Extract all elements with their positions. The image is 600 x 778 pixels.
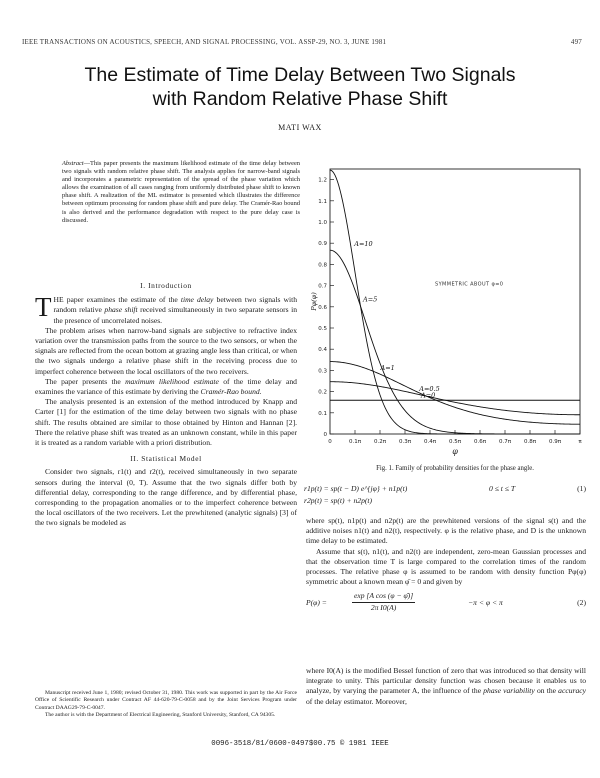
x-tick-label: 0.2π: [373, 439, 387, 445]
y-tick-label: 1.0: [318, 220, 327, 226]
right-column-continued: [306, 666, 586, 707]
right-em-phase-variability: phase variability: [483, 686, 535, 696]
eq1-line-2: r2p(t) = sp(t) + n2p(t): [304, 496, 373, 505]
section-1-title: I. Introduction: [140, 281, 192, 290]
y-tick-label: 0.8: [318, 262, 327, 269]
footnote-manuscript: Manuscript received June 1, 1980; revised October 31, 1980. This work was supported in part by the Air Force Office of Scientific Research under Contract AF 44-620-79-C-0058 and by the Joint Services Program under Contract DAAG29-79-C-0047.: [35, 690, 297, 711]
y-tick-label: 0: [323, 432, 327, 438]
x-tick-label: 0.8π: [523, 439, 537, 445]
intro-p2: The problem arises when narrow-band signals are subjective to refractive index variation over the transmission paths from the source to the two sensors, or when the signals are reflected from the ocean bottom at grazing angle less than critical, or when the two signals undergo a relative phase shift in the receiving process due to imperfect coherence between the local oscillators of the two receivers.: [35, 325, 297, 376]
x-tick-label: 0.9π: [548, 439, 562, 445]
intro-p1-b: between two signals with random relative: [53, 295, 298, 315]
abstract-text: This paper presents the maximum likelihood estimate of the time delay between two signals with random relative phase shift. The analysis applies for narrow-band signals and incorporates a parametric representation of the spread of the phase variation which allows the examination of all cases ranging from uniformly distributed phase shift to known phase shift. A realization of the ML estimator is presented which illustrates the difference between optimum processing for random phase shift and pure delay. The Cramér-Rao bound is also derived and the performance degradation with respect to the pure delay case is discussed.: [62, 160, 300, 224]
eq2-numerator: exp [A cos (φ − φ̄)]: [352, 591, 415, 602]
symmetric-annotation: SYMMETRIC ABOUT φ=0: [435, 281, 504, 288]
equation-2: [306, 591, 586, 615]
right-p2: Assume that s(t), n1(t), and n2(t) are independent, zero-mean Gaussian processes and that the observation time T is large compared to the correlation times of the random processes. The relative phase φ is assumed to be random with density function Pφ(φ) symmetric about a known mean φ̄ = 0 and given by: [306, 546, 586, 587]
equation-1: [304, 484, 586, 508]
intro-p1-a: HE paper examines the estimate of the: [53, 295, 178, 305]
x-tick-label: 0.6π: [473, 439, 487, 445]
intro-p3-b: of the time delay and examines the variance of this estimate by deriving the: [35, 376, 297, 397]
intro-em-mle: maximum likelihood estimate: [125, 376, 219, 386]
series-label: A=5: [363, 295, 378, 304]
series-line-A-1: [330, 362, 580, 425]
intro-p1-c: received simultaneously in two separate sensors in the presence of uncorrelated noises.: [53, 305, 297, 325]
title-line-1: The Estimate of Time Delay Between Two Signals: [84, 64, 516, 86]
x-tick-label: 0.3π: [398, 439, 412, 445]
abstract-label: Abstract: [62, 160, 84, 167]
left-column-body: [35, 281, 297, 529]
title-line-2: with Random Relative Phase Shift: [152, 88, 448, 110]
series-line-A-5: [330, 250, 580, 434]
abstract: Abstract—This paper presents the maximum likelihood estimate of the time delay between two signals with random relative phase shift. The analysis applies for narrow-band signals and incorporates a parametric representation of the spread of the phase variation which allows the examination of all cases ranging from uniformly distributed phase shift to known phase shift. A realization of the ML estimator is presented which illustrates the difference between optimum processing for random phase shift and pure delay. The Cramér-Rao bound is also derived and the performance degradation with respect to the pure delay case is discussed.: [62, 160, 300, 224]
series-label: A=0: [421, 391, 436, 400]
eq2-fraction: [352, 591, 415, 612]
y-tick-label: 0.2: [318, 389, 327, 396]
paper-title: [20, 63, 580, 111]
y-axis-label: Pφ(φ): [310, 292, 318, 311]
eq2-lhs: P(φ) =: [306, 598, 327, 608]
eq1-number: (1): [577, 484, 586, 493]
intro-em-time-delay: time delay: [180, 295, 214, 305]
y-tick-label: 0.4: [318, 347, 327, 354]
y-tick-label: 1.2: [318, 177, 327, 184]
figure-caption: Fig. 1. Family of probability densities for the phase angle.: [376, 465, 534, 472]
intro-p4: The analysis presented is an extension of the method introduced by Knapp and Carter [1] for the estimation of the time delay between two signals with no phase shift. The results obtained are similar to those obtained by Hinton and Hannan [2]. There the relative phase shift was treated as an unknown constant, while in this paper it is treated as a random variable with a priori distribution.: [35, 397, 297, 448]
intro-em-phase-shift: phase shift: [104, 305, 138, 315]
running-header: [22, 38, 582, 46]
eq1-line-1: r1p(t) = sp(t − D) e^{jφ} + n1p(t): [304, 484, 408, 493]
page-number: 497: [570, 38, 582, 46]
right-column-body: [306, 516, 586, 619]
section-2-title: II. Statistical Model: [130, 454, 202, 464]
x-tick-label: 0.1π: [348, 439, 362, 445]
right-em-accuracy: accuracy: [558, 686, 586, 696]
footnote: [35, 690, 297, 720]
author-name: MATI WAX: [278, 123, 322, 132]
eq1-condition: 0 ≤ t ≤ T: [489, 484, 516, 493]
y-tick-label: 0.6: [318, 304, 327, 311]
right-p3-a: where I0(A) is the modified Bessel function of zero that was introduced so that density will integrate to unity. This particular density function was chosen because it enables us to analyze, by varying the parameter A, the influence of the: [306, 666, 586, 696]
journal-name: IEEE TRANSACTIONS ON ACOUSTICS, SPEECH, AND SIGNAL PROCESSING, VOL. ASSP-29, NO. 3, JUNE 1981: [22, 38, 387, 46]
right-p3-c: of the delay estimator. Moreover,: [306, 696, 407, 706]
x-tick-label: 0.4π: [423, 439, 437, 445]
y-tick-label: 0.1: [318, 410, 327, 417]
copyright-footer: 0096-3518/81/0600-0497$00.75 © 1981 IEEE: [211, 740, 389, 748]
series-label: A=0.5: [419, 384, 440, 393]
intro-em-cramer-rao: Cramér-Rao bound.: [200, 387, 262, 397]
phase-density-chart: [308, 155, 593, 460]
x-tick-label: 0: [328, 439, 332, 445]
y-tick-label: 1.1: [318, 198, 327, 205]
y-tick-label: 0.9: [318, 241, 327, 248]
x-tick-label: 0.7π: [498, 439, 512, 445]
x-tick-label: π: [578, 439, 582, 445]
model-p1: Consider two signals, r1(t) and r2(t), received simultaneously in two separate sensors during the interval (0, T). Assume that the two signals differ both by differential delay, corresponding to the range difference, and by differential phase, corresponding to the propagation anomalies or to the imperfect coherence between the local oscillators of the two receivers. Let the prewhitened (analytic signals) [3] of the two signals be modeled as: [35, 467, 297, 528]
eq2-number: (2): [577, 598, 586, 608]
right-p3-b: on the: [536, 686, 556, 696]
x-axis-label: φ: [452, 447, 458, 456]
series-line-A-0-5: [330, 382, 580, 415]
series-label: A=10: [354, 239, 373, 248]
y-tick-label: 0.5: [318, 326, 327, 332]
right-p1: where sp(t), n1p(t) and n2p(t) are the prewhitened versions of the signal s(t) and the additive noises n1(t) and n2(t), respectively. φ is the relative phase, and D is the unknown time delay to be estimated.: [306, 516, 586, 546]
intro-p3-a: The paper presents the: [45, 376, 121, 386]
eq2-condition: −π < φ < π: [468, 598, 503, 608]
y-tick-label: 0.7: [318, 283, 327, 290]
drop-cap: T: [35, 292, 52, 323]
eq2-denominator: 2π I0(A): [370, 602, 397, 612]
footnote-affiliation: The author is with the Department of Electrical Engineering, Stanford University, Stanford, CA 94305.: [45, 712, 276, 719]
series-label: A=1: [380, 364, 395, 373]
y-tick-label: 0.3: [318, 368, 327, 375]
x-tick-label: 0.5π: [448, 439, 462, 445]
